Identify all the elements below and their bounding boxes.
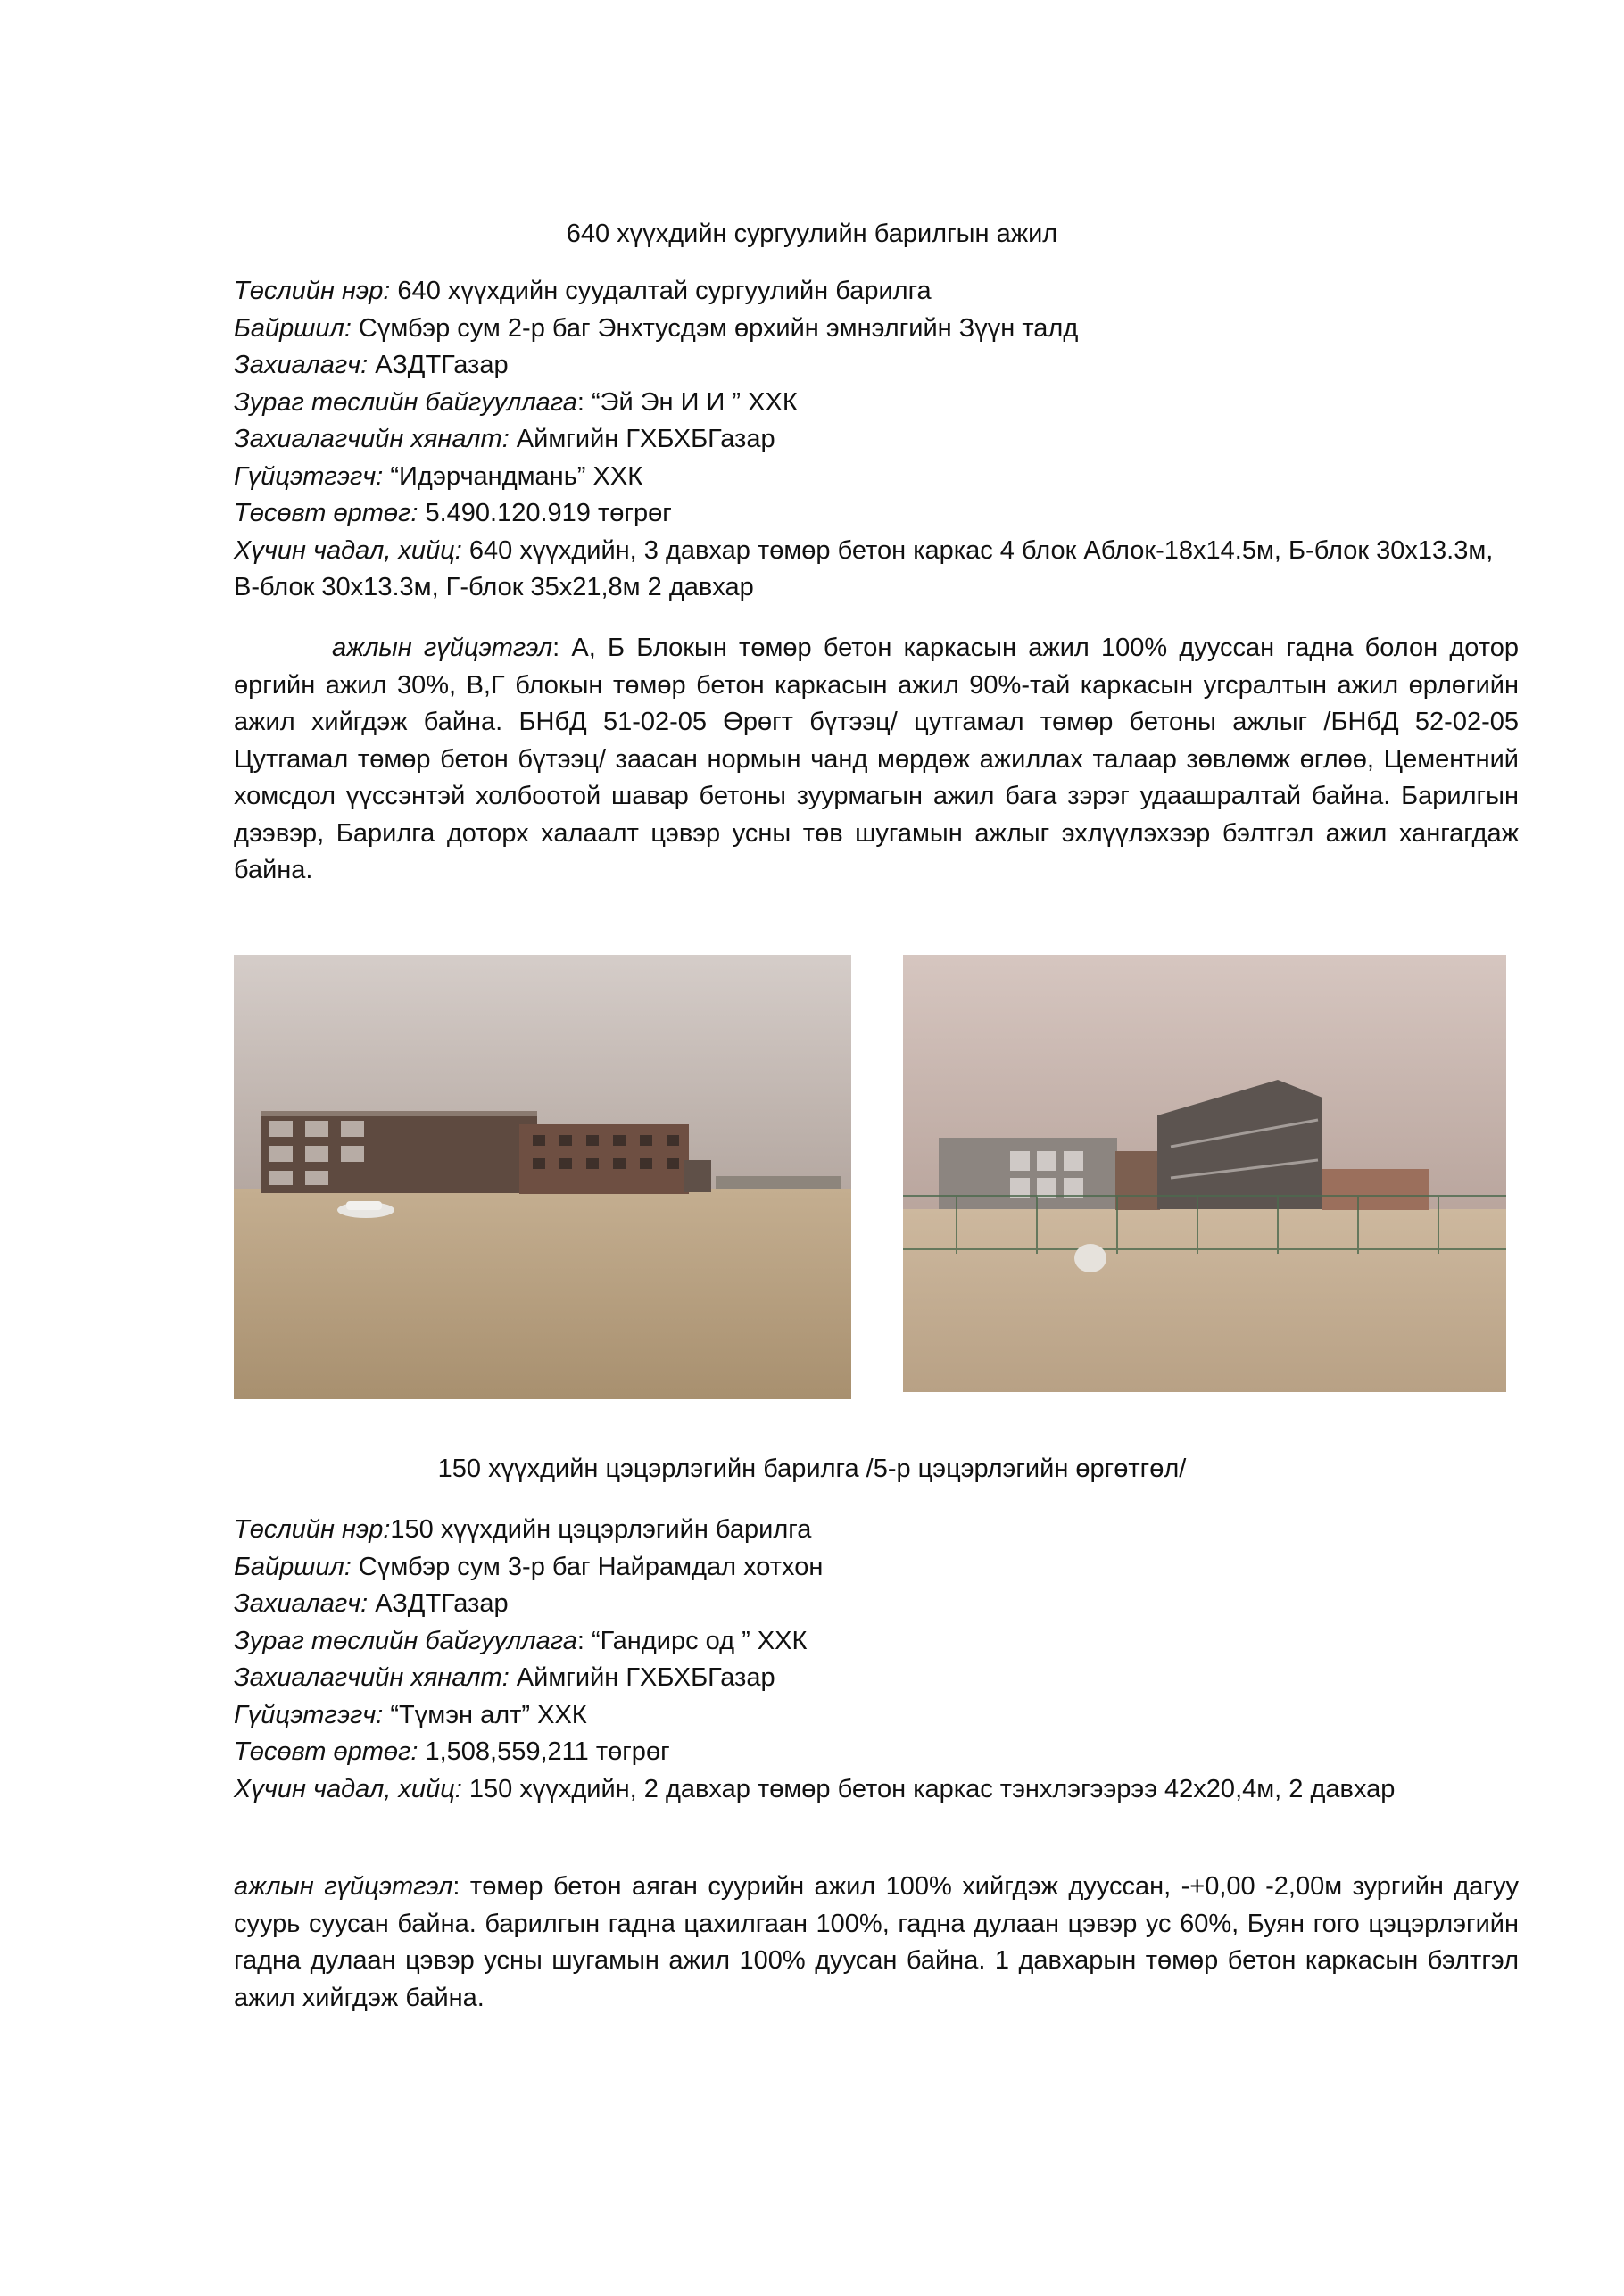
project1-field-location — [234, 311, 1519, 348]
field-value: : “Гандирс од ” ХХК — [576, 1626, 808, 1655]
project2-field-contractor — [234, 1697, 1519, 1735]
project2-progress — [234, 1869, 1519, 2017]
project2-field-designer — [234, 1623, 1519, 1661]
field-label: Байршил: — [234, 313, 352, 343]
field-label: Зураг төслийн байгууллага — [234, 387, 577, 417]
progress-label: ажлын гүйцэтгэл — [332, 634, 553, 662]
field-label: Захиалагч: — [234, 351, 369, 379]
project1-field-supervision — [234, 421, 1519, 459]
field-value: АЗДТГазар — [368, 351, 509, 379]
progress-text: : А, Б Блокын төмөр бетон каркасын ажил 100% дууссан гадна болон дотор өргийн ажил 30%, В,Г блокын төмөр бетон каркасын ажил 90%-тай каркасын угсралтын ажил өрлөгийн ажил хийгдэж байна. БНбД 51-02-05 Өрөгт бүтээц/ цутгамал төмөр бетоны ажлыг /БНбД 52-02-05 Цутгамал төмөр бетон бүтээц/ заасан нормын чанд мөрдөж ажиллах талаар зөвлөмж өглөө, Цементний хомсдол үүссэнтэй холбоотой шавар бетоны зуурмагын ажил бага зэрэг удаашралтай байна. Барилгын дээвэр, Барилга доторх халаалт цэвэр усны төв шугамын ажлыг эхлүүлэхээр бэлтгэл ажил хангагдаж байна. — [234, 634, 1519, 884]
project1-field-name — [234, 273, 1519, 311]
field-value: Сүмбэр сум 2-р баг Энхтусдэм өрхийн эмнэлгийн Зүүн талд — [351, 313, 1079, 343]
field-label: Хүчин чадал, хийц: — [234, 1774, 462, 1803]
field-value: АЗДТГазар — [368, 1589, 509, 1618]
project2-heading: 150 хүүхдийн цэцэрлэгийн барилга /5-р цэцэрлэгийн өргөтгөл/ — [437, 1455, 1187, 1483]
progress-label: ажлын гүйцэтгэл — [234, 1872, 453, 1901]
project2-field-name — [234, 1512, 1519, 1549]
project1-field-capacity — [234, 533, 1510, 607]
field-label: Хүчин чадал, хийц: — [234, 535, 462, 565]
field-value: “Идэрчандмань” ХХК — [383, 461, 643, 491]
field-label: Байршил: — [234, 1552, 352, 1581]
project1-field-designer — [234, 385, 1519, 422]
field-value: 640 хүүхдийн суудалтай сургуулийн барилга — [390, 277, 932, 305]
field-label: Захиалагчийн хяналт: — [234, 1663, 510, 1692]
construction-photo-right — [903, 955, 1506, 1392]
field-value: Сүмбэр сум 3-р баг Найрамдал хотхон — [351, 1552, 824, 1581]
project1-details — [234, 273, 1519, 607]
field-label: Захиалагчийн хяналт: — [234, 425, 510, 453]
field-value: “Түмэн алт” ХХК — [383, 1700, 587, 1729]
field-label: Зураг төслийн байгууллага — [234, 1626, 577, 1655]
project1-field-client — [234, 347, 1519, 385]
field-label: Гүйцэтгэгч: — [234, 461, 384, 491]
project2-details — [234, 1512, 1519, 1808]
field-value: 150 хүүхдийн, 2 давхар төмөр бетон каркас тэнхлэгээрээ 42х20,4м, 2 давхар — [461, 1774, 1396, 1803]
project1-field-contractor — [234, 459, 1519, 496]
field-value: 5.490.120.919 төгрөг — [418, 499, 672, 527]
field-value: 150 хүүхдийн цэцэрлэгийн барилга — [390, 1515, 812, 1544]
field-value: 1,508,559,211 төгрөг — [418, 1737, 670, 1766]
field-value: Аймгийн ГХБХБГазар — [509, 1663, 775, 1692]
field-value: : “Эй Эн И И ” ХХК — [576, 387, 798, 417]
field-value: Аймгийн ГХБХБГазар — [509, 425, 775, 453]
construction-photo-left — [234, 955, 851, 1399]
project1-field-budget — [234, 495, 1519, 533]
field-label: Төслийн нэр: — [234, 277, 391, 305]
field-value: 640 хүүхдийн, 3 давхар төмөр бетон каркас 4 блок Аблок-18х14.5м, Б-блок 30х13.3м, В-блок 30х13.3м, Г-блок 35х21,8м 2 давхар — [234, 535, 1494, 601]
field-label: Төсөвт өртөг: — [234, 499, 418, 527]
project2-field-supervision — [234, 1660, 1519, 1697]
project1-heading: 640 хүүхдийн сургуулийн барилгын ажил — [566, 220, 1058, 248]
field-label: Төсөвт өртөг: — [234, 1737, 418, 1766]
field-label: Захиалагч: — [234, 1589, 369, 1618]
progress-text: : төмөр бетон аяган суурийн ажил 100% хийгдэж дууссан, -+0,00 -2,00м зургийн дагуу суурь суусан байна. барилгын гадна цахилгаан 100%, гадна дулаан цэвэр ус 60%, Буян гого цэцэрлэгийн гадна дулаан цэвэр усны шугамын ажил 100% дуусан байна. 1 давхарын төмөр бетон каркасын бэлтгэл ажил хийгдэж байна. — [234, 1872, 1519, 2012]
field-label: Төслийн нэр: — [234, 1515, 391, 1544]
project2-field-location — [234, 1549, 1519, 1587]
project2-field-budget — [234, 1734, 1519, 1771]
project2-field-client — [234, 1586, 1519, 1623]
project1-progress — [234, 630, 1519, 890]
field-label: Гүйцэтгэгч: — [234, 1700, 384, 1729]
project2-field-capacity — [234, 1771, 1483, 1809]
